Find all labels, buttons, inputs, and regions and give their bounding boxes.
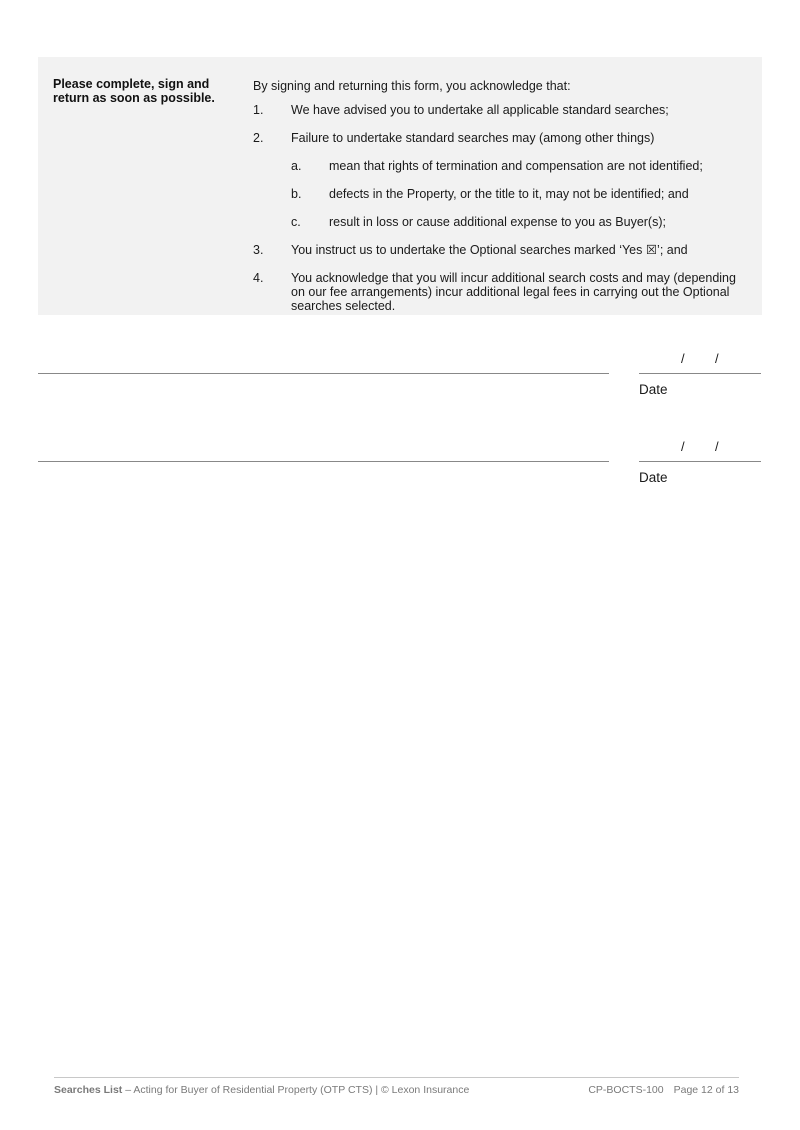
sub-list-item-letter: b.	[291, 187, 302, 201]
footer-page-info	[588, 1084, 739, 1096]
footer-title-bold: Searches List	[54, 1084, 123, 1096]
sub-list-item	[291, 187, 748, 201]
footer-page-number: Page 12 of 13	[673, 1084, 739, 1096]
sub-list-item-letter: a.	[291, 159, 302, 173]
list-item-text: You acknowledge that you will incur additional search costs and may (depending on our fee arrangements) incur additional legal fees in carrying out the Optional searches selected.	[291, 271, 736, 313]
footer-document-title	[54, 1084, 469, 1096]
list-item-text: You instruct us to undertake the Optional searches marked ‘Yes ☒’; and	[291, 243, 688, 257]
list-item-text: Failure to undertake standard searches may (among other things)	[291, 131, 655, 145]
list-item	[253, 243, 748, 257]
date-slash: /	[681, 351, 685, 366]
date-label: Date	[639, 470, 668, 485]
date-line[interactable]	[639, 461, 761, 462]
date-slash: /	[681, 439, 685, 454]
sub-list-item	[291, 159, 748, 173]
footer-title-rest: – Acting for Buyer of Residential Property (OTP CTS) | © Lexon Insurance	[122, 1084, 470, 1096]
footer-divider	[54, 1077, 739, 1078]
date-label: Date	[639, 382, 668, 397]
signature-line[interactable]	[38, 373, 609, 374]
list-item	[253, 271, 748, 313]
date-slash: /	[715, 439, 719, 454]
list-item-text: We have advised you to undertake all applicable standard searches;	[291, 103, 669, 117]
sub-list-item-letter: c.	[291, 215, 301, 229]
acknowledgement-list	[253, 79, 748, 324]
list-item-number: 4.	[253, 271, 264, 285]
sub-list-item	[291, 215, 748, 229]
list-item	[253, 103, 748, 117]
date-slash: /	[715, 351, 719, 366]
list-item-number: 3.	[253, 243, 264, 257]
footer-document-code: CP-BOCTS-100	[588, 1084, 664, 1096]
acknowledgement-panel	[38, 57, 762, 315]
sub-list-item-text: mean that rights of termination and compensation are not identified;	[329, 159, 703, 173]
instruction-heading: Please complete, sign and return as soon as possible.	[53, 77, 215, 105]
signature-line[interactable]	[38, 461, 609, 462]
list-item-number: 2.	[253, 131, 264, 145]
sub-list-item-text: defects in the Property, or the title to it, may not be identified; and	[329, 187, 689, 201]
sub-list-item-text: result in loss or cause additional expense to you as Buyer(s);	[329, 215, 666, 229]
date-line[interactable]	[639, 373, 761, 374]
list-item	[253, 131, 748, 145]
list-item-number: 1.	[253, 103, 264, 117]
acknowledgement-intro: By signing and returning this form, you acknowledge that:	[253, 79, 571, 93]
